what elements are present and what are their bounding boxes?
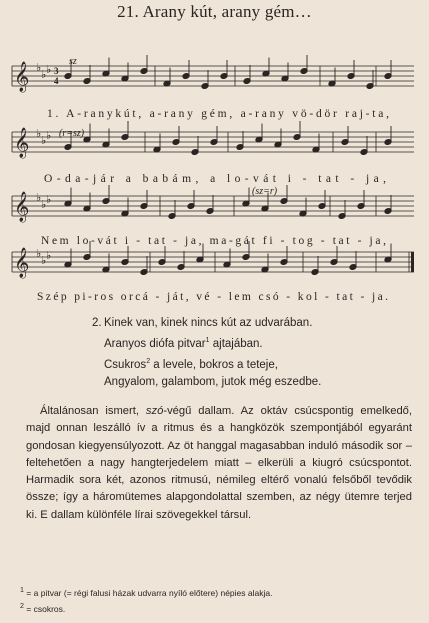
lyrics-line-1: 1. A-ranykút, a-rany gém, a-rany vö-dör raj-ta, — [47, 108, 389, 120]
treble-clef-icon: 𝄞 — [14, 62, 30, 91]
verse-line: Angyalom, galambom, jutok még eszedbe. — [104, 375, 322, 388]
verse-line: Csukros$^2$ a levele, bokros a teteje, — [104, 357, 278, 371]
solmization-mark-sz: sz — [69, 56, 77, 67]
treble-clef-icon: 𝄞 — [14, 128, 30, 157]
flat-icon: ♭ — [46, 64, 52, 76]
verse-number: 2. — [92, 317, 102, 329]
final-barline — [411, 252, 414, 272]
flat-icon: ♭ — [41, 255, 47, 267]
solmization-mark-r-sz: (r=sz) — [59, 128, 85, 139]
time-signature: 3 — [54, 66, 59, 76]
flat-icon: ♭ — [36, 128, 42, 140]
flat-icon: ♭ — [41, 199, 47, 211]
treble-clef-icon: 𝄞 — [14, 248, 30, 277]
flat-icon: ♭ — [36, 248, 42, 260]
commentary-paragraph: Általánosan ismert, szó-végű dallam. Az oktáv csúcspontig emelkedő, majd onnan leszálló ív a ritmus és a hangközök szempontjából egyaránt gondosan kiegyensúlyozott. Az öt hanggal magasabban induló második sor – feltehetően a nagy hangterjedelem miatt – elkerüli a kiugró csúcspontot. Harmadik sora két, azonos ritmusú, némileg eltérő vonalú felsőből tevődik össze; így a háromütemes alapgondolattal szemben, az négy ütemre terjed ki. E dallam különféle lírai szövegekkel társul. — [26, 405, 412, 521]
verse-2 — [92, 315, 322, 391]
flat-icon: ♭ — [46, 130, 52, 142]
flat-icon: ♭ — [36, 192, 42, 204]
footnote-1: $^1$ = a pitvar (= régi falusi házak udvarra nyíló előtere) népies alakja. — [20, 586, 273, 598]
footnotes — [20, 584, 272, 616]
time-signature: 4 — [54, 76, 59, 86]
flat-icon: ♭ — [41, 69, 47, 81]
solmization-mark-sz-r: (sz=r) — [252, 186, 278, 197]
footnote-2: $^2$ = csokros. — [20, 601, 66, 614]
footnote-ref: 1 — [205, 337, 210, 344]
flat-icon: ♭ — [36, 62, 42, 74]
treble-clef-icon: 𝄞 — [14, 192, 30, 221]
lyrics-line-2: O-da-jár a babám, a lo-vát i - tat - ja, — [44, 173, 386, 185]
lyrics-line-3: Nem lo-vát i - tat - ja, ma-gát fi - tog - tat - ja, — [41, 235, 386, 247]
footnote-ref: 2 — [146, 357, 151, 365]
flat-icon: ♭ — [46, 194, 52, 206]
song-title: 21. Arany kút, arany gém… — [117, 2, 312, 21]
verse-line: 2. Kinek van, kinek nincs kút az udvarában. — [104, 315, 321, 332]
verse-line: Aranyos diófa pitvar$^1$ ajtajában. — [104, 337, 263, 350]
flat-icon: ♭ — [46, 250, 52, 262]
lyrics-line-4: Szép pi-ros orcá - ját, vé - lem csó - kol - tat - ja. — [37, 291, 389, 303]
flat-icon: ♭ — [41, 135, 47, 147]
